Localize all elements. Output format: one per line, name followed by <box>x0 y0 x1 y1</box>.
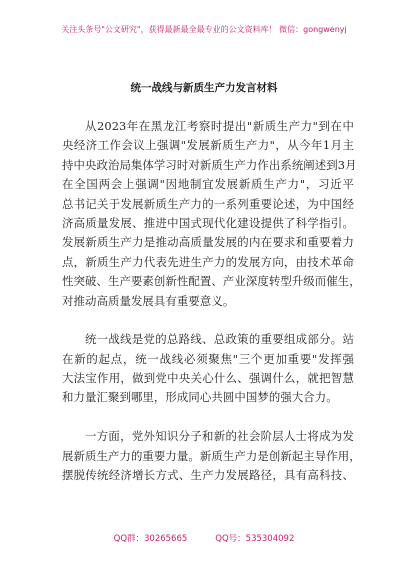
text-line: 在全国两会上强调"因地制宜发展新质生产力"，习近平 <box>62 177 354 192</box>
qq-group-number: QQ群：30265665 <box>113 534 188 544</box>
document-body <box>62 117 361 485</box>
text-line: 发展新质生产力是推动高质量发展的内在要求和重要着力 <box>62 235 354 250</box>
text-line: 统一战线是党的总路线、总政策的重要组成部分。站 <box>85 332 354 347</box>
text-line: 济高质量发展、推进中国式现代化建设提供了科学指引。 <box>62 215 354 230</box>
qq-number: QQ号：535304092 <box>215 534 295 544</box>
document-title: 统一战线与新质生产力发言材料 <box>130 82 278 94</box>
text-line: 从2023年在黑龙江考察时提出"新质生产力"到在中 <box>85 119 354 133</box>
text-line: 和力量汇聚到哪里，形成同心共圆中国梦的强大合力。 <box>62 390 338 405</box>
text-line: 总书记关于发展新质生产力的一系列重要论述，为中国经 <box>62 196 354 211</box>
contact-footer <box>0 532 408 544</box>
paragraph-1 <box>62 117 361 311</box>
text-line: 央经济工作会议上强调"发展新质生产力"，从今年1月主 <box>62 138 354 153</box>
text-line: 一方面，党外知识分子和新的社会阶层人士将成为发 <box>85 429 354 444</box>
text-line: 持中央政治局集体学习时对新质生产力作出系统阐述到3月 <box>62 157 357 172</box>
promo-header: 关注头条号"公文研究"，获得最新最全最专业的公文资料库！ 微信：gongwenyj <box>61 25 347 34</box>
paragraph-2 <box>62 330 354 408</box>
text-line: 大法宝作用，做到党中央关心什么、强调什么，就把智慧 <box>62 371 354 386</box>
text-line: 点，新质生产力代表先进生产力的发展方向，由技术革命 <box>62 254 354 269</box>
paragraph-3 <box>62 427 361 485</box>
text-line: 展新质生产力的重要力量。新质生产力是创新起主导作用， <box>62 448 361 463</box>
text-line: 在新的起点，统一战线必须聚焦"三个更加重要"发挥强 <box>62 351 354 366</box>
text-line: 性突破、生产要素创新性配置、产业深度转型升级而催生， <box>62 274 361 289</box>
text-line: 对推动高质量发展具有重要意义。 <box>62 293 235 308</box>
text-line: 摆脱传统经济增长方式、生产力发展路径，具有高科技、 <box>62 468 354 483</box>
